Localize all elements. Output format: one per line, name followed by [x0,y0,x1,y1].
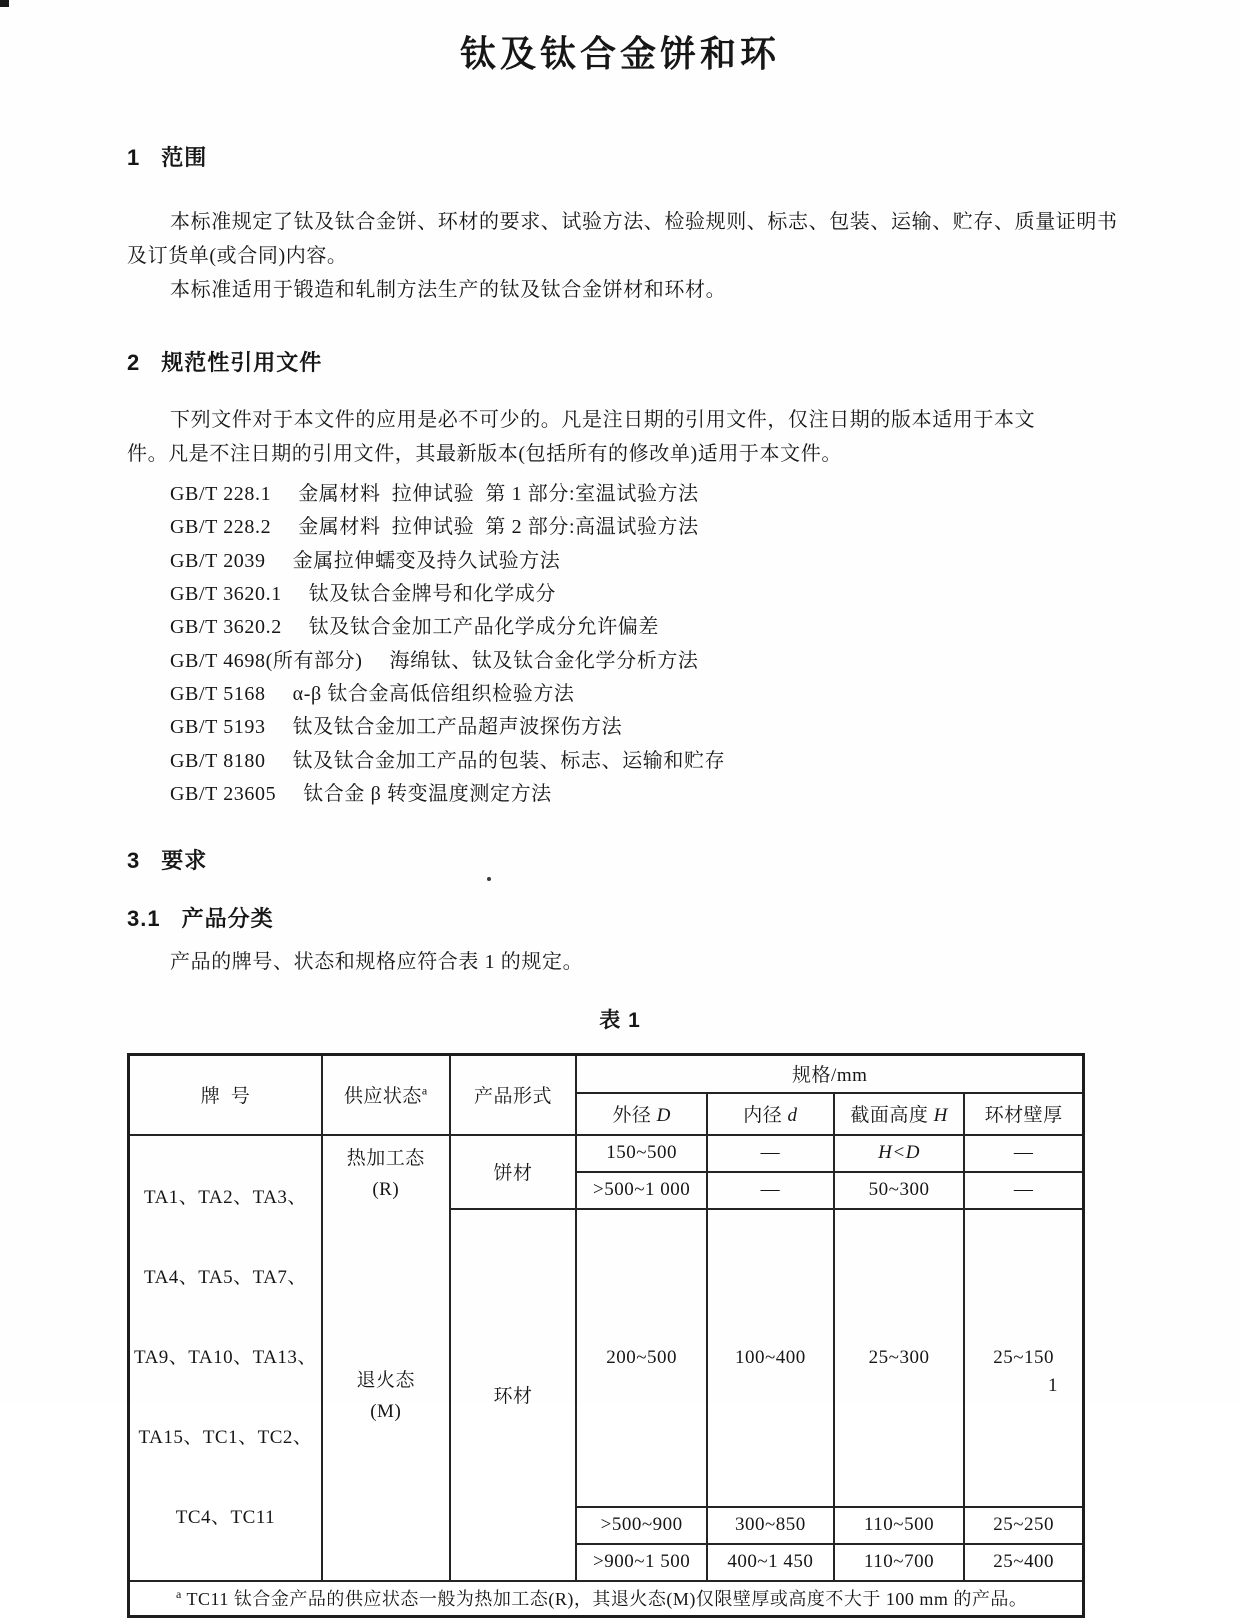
cell-wall: 25~250 [964,1507,1083,1544]
reference-title: 钛及钛合金加工产品超声波探伤方法 [292,716,623,738]
cell-inner: 300~850 [707,1507,834,1544]
reference-item [170,777,552,806]
form-cake-cell: 饼材 [450,1135,577,1209]
reference-code: GB/T 228.2 [170,516,272,538]
reference-code: GB/T 5193 [170,716,266,738]
reference-item [170,610,659,639]
reference-item [170,744,725,773]
header-brand: 牌 号 [129,1055,322,1135]
cell-outer: 150~500 [576,1135,706,1172]
reference-code: GB/T 8180 [170,750,266,772]
height-label: 截面高度 [850,1105,929,1126]
supply-state-code: (M) [370,1400,402,1422]
cell-inner: — [707,1172,834,1209]
header-outer-diameter [576,1093,706,1135]
cell-wall: — [964,1172,1083,1209]
form-ring-cell: 环材 [450,1209,577,1581]
section-3-heading [127,844,207,875]
reference-title: 海绵钛、钛及钛合金化学分析方法 [389,650,699,672]
cell-outer: 200~500 [576,1209,706,1507]
cell-inner: 100~400 [707,1209,834,1507]
supply-state-annealed [323,1212,449,1580]
table-footnote-row [129,1581,1084,1617]
section-3-1-number: 3.1 [127,906,161,931]
reference-item [170,710,622,739]
cell-inner: — [707,1135,834,1172]
header-ring-wall: 环材壁厚 [964,1093,1083,1135]
cell-outer: >500~900 [576,1507,706,1544]
reference-code: GB/T 2039 [170,550,266,572]
reference-title: 金属拉伸蠕变及持久试验方法 [292,550,561,572]
footnote-marker: a [176,1587,182,1602]
cell-height: H<D [834,1135,964,1172]
scan-artifact-dot [487,877,491,881]
brand-line: TC4、TC11 [175,1506,276,1528]
inner-label: 内径 [743,1105,783,1126]
outer-label: 外径 [612,1105,652,1126]
reference-title: 金属材料 拉伸试验 第 1 部分:室温试验方法 [298,483,699,505]
scope-paragraph-line: 本标准适用于锻造和轧制方法生产的钛及钛合金饼材和环材。 [170,279,727,301]
reference-item [170,477,699,506]
reference-item [170,644,699,673]
references-intro-line: 件。凡是不注日期的引用文件，其最新版本(包括所有的修改单)适用于本文件。 [127,443,842,465]
table-1-caption: 表 1 [599,1009,641,1032]
section-1-title: 范围 [161,145,208,170]
reference-title: 钛及钛合金加工产品的包装、标志、运输和贮存 [292,750,726,772]
page-title: 钛及钛合金饼和环 [459,33,780,74]
cell-wall: 25~400 [964,1544,1083,1581]
table-footnote [129,1581,1084,1617]
scope-paragraph-line: 及订货单(或合同)内容。 [127,245,348,267]
outer-symbol: D [656,1105,671,1126]
reference-code: GB/T 5168 [170,683,266,705]
brand-line: TA1、TA2、TA3、 [144,1186,307,1208]
table-header-row [129,1055,1084,1093]
section-1-heading [127,141,207,172]
scan-artifact-corner [0,0,9,7]
cell-wall: 25~150 [964,1209,1083,1507]
classification-paragraph: 产品的牌号、状态和规格应符合表 1 的规定。 [170,951,584,973]
cell-inner: 400~1 450 [707,1544,834,1581]
reference-item [170,577,556,606]
header-product-form: 产品形式 [450,1055,577,1135]
reference-title: 金属材料 拉伸试验 第 2 部分:高温试验方法 [298,516,699,538]
header-supply-state [322,1055,450,1135]
section-3-number: 3 [127,848,141,873]
section-3-title: 要求 [161,848,208,873]
cell-height: 25~300 [834,1209,964,1507]
cell-height: 50~300 [834,1172,964,1209]
cell-height: 110~700 [834,1544,964,1581]
table-1 [127,1053,1085,1618]
cell-outer: >500~1 000 [576,1172,706,1209]
inner-symbol: d [787,1105,798,1126]
reference-title: 钛合金 β 转变温度测定方法 [303,783,552,805]
reference-item [170,544,560,573]
reference-item [170,510,699,539]
reference-title: α-β 钛合金高低倍组织检验方法 [292,683,575,705]
footnote-text: TC11 钛合金产品的供应状态一般为热加工态(R)，其退火态(M)仅限壁厚或高度不大于 100 mm 的产品。 [181,1589,1028,1610]
supply-state-name: 退火态 [356,1369,415,1391]
references-intro-line: 下列文件对于本文件的应用是必不可少的。凡是注日期的引用文件，仅注日期的版本适用于本文 [170,409,1036,431]
section-2-title: 规范性引用文件 [161,350,323,375]
section-3-1-title: 产品分类 [181,906,274,931]
section-3-1-heading [127,902,274,933]
reference-code: GB/T 228.1 [170,483,272,505]
brand-line: TA4、TA5、TA7、 [144,1266,307,1288]
brand-list-cell [129,1135,322,1581]
header-section-height [834,1093,964,1135]
brand-line: TA9、TA10、TA13、 [134,1346,317,1368]
section-1-number: 1 [127,145,141,170]
section-2-heading [127,346,322,377]
header-inner-diameter [707,1093,834,1135]
supply-state-hot [323,1136,449,1212]
reference-title: 钛及钛合金加工产品化学成分允许偏差 [308,616,659,638]
reference-code: GB/T 23605 [170,783,277,805]
reference-code: GB/T 4698(所有部分) [170,650,363,672]
reference-title: 钛及钛合金牌号和化学成分 [308,583,556,605]
supply-state-name: 热加工态 [346,1147,425,1169]
reference-code: GB/T 3620.1 [170,583,282,605]
scope-paragraph-line: 本标准规定了钛及钛合金饼、环材的要求、试验方法、检验规则、标志、包装、运输、贮存、质量证明书 [170,211,1118,233]
supply-state-code: (R) [372,1178,400,1200]
footnote-marker: a [421,1083,428,1098]
height-symbol: H [933,1105,948,1126]
reference-code: GB/T 3620.2 [170,616,282,638]
reference-item [170,677,575,706]
header-supply-label: 供应状态 [343,1086,422,1108]
cell-wall: — [964,1135,1083,1172]
brand-line: TA15、TC1、TC2、 [138,1426,313,1448]
cell-height: 110~500 [834,1507,964,1544]
section-2-number: 2 [127,350,141,375]
header-spec-group: 规格/mm [576,1055,1083,1093]
cell-outer: >900~1 500 [576,1544,706,1581]
table-row [129,1135,1084,1172]
page-number: 1 [1048,1375,1058,1396]
supply-state-cell [322,1135,450,1581]
